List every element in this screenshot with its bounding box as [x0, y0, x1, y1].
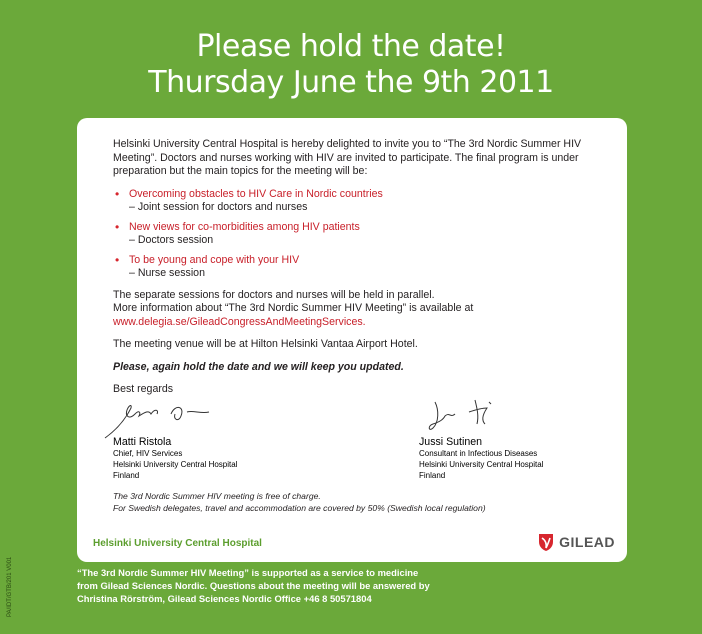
signatory-country: Finland [113, 471, 140, 480]
list-item [113, 188, 603, 215]
header-date: Thursday June the 9th 2011 [148, 65, 554, 100]
signatory-name: Matti Ristola [113, 436, 172, 448]
venue-text: The meeting venue will be at Hilton Helsinki Vantaa Airport Hotel. [113, 338, 418, 350]
signatory-name: Jussi Sutinen [419, 436, 483, 448]
meeting-link[interactable]: www.delegia.se/GileadCongressAndMeetingServices. [113, 315, 366, 328]
signatures [113, 400, 603, 490]
signature-icon [425, 398, 505, 436]
topic-title: Overcoming obstacles to HIV Care in Nordic countries [129, 187, 383, 200]
support-line: “The 3rd Nordic Summer HIV Meeting” is supported as a service to medicine [77, 567, 419, 578]
support-line: from Gilead Sciences Nordic. Questions about the meeting will be answered by [77, 580, 430, 591]
bullet-icon: • [115, 219, 120, 234]
parallel-text: The separate sessions for doctors and nurses will be held in parallel. [113, 288, 435, 301]
support-text [77, 566, 637, 605]
intro-paragraph: Helsinki University Central Hospital is hereby delighted to invite you to “The 3rd Nordic Summer HIV Meeting”. Doctors and nurses working with HIV are invited to participate. The final program is under preparation but the main topics for the meeting will be: [113, 138, 582, 177]
more-info-text: More information about “The 3rd Nordic Summer HIV Meeting” is available at [113, 302, 474, 314]
signatory-left [113, 436, 237, 481]
signatory-org: Helsinki University Central Hospital [113, 460, 238, 469]
signatory-country: Finland [419, 471, 446, 480]
bullet-icon: • [115, 186, 120, 201]
support-line: Christina Rörström, Gilead Sciences Nordic Office +46 8 50571804 [77, 593, 372, 604]
list-item [113, 221, 603, 248]
topic-session: – Nurse session [129, 267, 205, 279]
topic-session: – Joint session for doctors and nurses [129, 201, 308, 213]
header-title: Please hold the date! [196, 29, 506, 64]
letter-card [77, 118, 627, 562]
header-banner [0, 30, 702, 102]
topic-title: New views for co-morbidities among HIV patients [129, 220, 360, 233]
free-note: The 3rd Nordic Summer HIV meeting is free of charge. [113, 491, 321, 501]
hospital-footer-name: Helsinki University Central Hospital [93, 538, 262, 549]
cost-notes [113, 490, 603, 514]
signature-icon [101, 400, 221, 440]
document-code [4, 548, 18, 620]
swedish-note: For Swedish delegates, travel and accommodation are covered by 50% (Swedish local regulation) [113, 503, 486, 513]
gilead-wordmark: GILEAD [559, 534, 615, 550]
document-code-text: PA/IDT/GTB/201 V001 [7, 556, 13, 617]
gilead-logo [537, 532, 615, 552]
gilead-logo-icon [537, 532, 555, 552]
letter-content [113, 138, 603, 406]
topic-session: – Doctors session [129, 234, 214, 246]
signatory-role: Chief, HIV Services [113, 449, 183, 458]
topics-list [113, 188, 603, 281]
topic-title: To be young and cope with your HIV [129, 253, 300, 266]
regards-text: Best regards [113, 383, 174, 395]
signatory-right [419, 436, 543, 481]
list-item [113, 254, 603, 281]
signatory-org: Helsinki University Central Hospital [419, 460, 544, 469]
bullet-icon: • [115, 252, 120, 267]
hold-date-text: Please, again hold the date and we will keep you updated. [113, 360, 404, 373]
signatory-role: Consultant in Infectious Diseases [419, 449, 538, 458]
info-paragraph [113, 289, 603, 330]
